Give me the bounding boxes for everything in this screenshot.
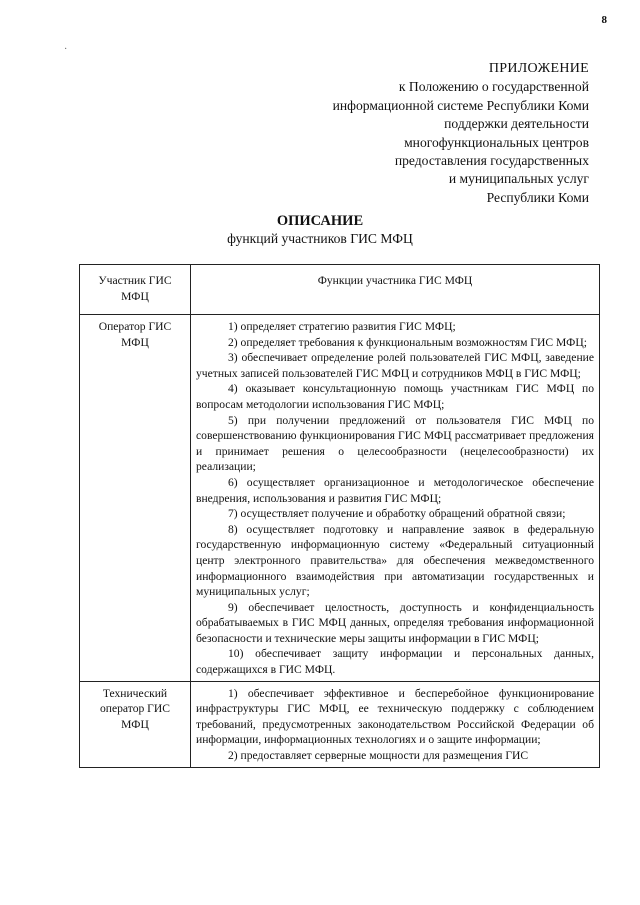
function-item: 2) предоставляет серверные мощности для размещения ГИС xyxy=(228,749,529,763)
table-row xyxy=(80,315,600,682)
functions-table xyxy=(79,264,600,768)
title-sub: функций участников ГИС МФЦ xyxy=(227,231,413,246)
appendix-line: Республики Коми xyxy=(486,189,589,205)
function-item: 6) осуществляет организационное и методологическое обеспечение внедрения, использования и развития ГИС МФЦ; xyxy=(196,475,594,505)
header-participant: Участник ГИС МФЦ xyxy=(80,265,191,315)
function-item: 9) обеспечивает целостность, доступность и конфиденциальность обрабатываемых в ГИС МФЦ данных, определяя требования информационной безопасности и технические меры защиты информации в ГИС МФЦ; xyxy=(196,600,594,645)
function-item: 5) при получении предложений от пользователя ГИС МФЦ по совершенствованию функционирования ГИС МФЦ рассматривает предложения и принимает решения о целесообразности (нецелесообразности) их реализации; xyxy=(196,413,594,474)
header-functions: Функции участника ГИС МФЦ xyxy=(191,265,600,315)
appendix-line: многофункциональных центров xyxy=(404,134,589,150)
appendix-line: предоставления государственных xyxy=(394,153,589,169)
appendix-line: к Положению о государственной xyxy=(398,79,589,95)
document-title xyxy=(0,212,640,248)
function-item: 2) определяет требования к функциональным возможностям ГИС МФЦ; xyxy=(228,335,587,349)
margin-mark: · xyxy=(64,44,68,55)
participant-cell: Оператор ГИС МФЦ xyxy=(80,315,191,682)
function-item: 10) обеспечивает защиту информации и персональных данных, содержащихся в ГИС МФЦ. xyxy=(196,647,594,677)
functions-cell xyxy=(191,681,600,767)
appendix-line: поддержки деятельности xyxy=(444,116,589,132)
function-item: 3) обеспечивает определение ролей пользователей ГИС МФЦ, заведение учетных записей пользователей ГИС МФЦ и сотрудников МФЦ в ГИС МФЦ; xyxy=(196,351,594,380)
page-number: 8 xyxy=(601,14,607,26)
table-row xyxy=(80,681,600,767)
function-item: 1) обеспечивает эффективное и бесперебойное функционирование инфраструктуры ГИС МФЦ, ее техническую поддержку с соблюдением требований, предусмотренных законодательством Российской Федерации об информации, информационных технологиях и о защите информации; xyxy=(196,686,594,747)
appendix-label: ПРИЛОЖЕНИЕ xyxy=(488,61,589,76)
functions-cell xyxy=(191,315,600,682)
title-main: ОПИСАНИЕ xyxy=(276,213,364,229)
table-header-row xyxy=(80,265,600,315)
function-item: 1) определяет стратегию развития ГИС МФЦ; xyxy=(228,320,456,333)
function-item: 4) оказывает консультационную помощь участникам ГИС МФЦ по вопросам методологии использования ГИС МФЦ; xyxy=(196,382,594,411)
appendix-heading xyxy=(259,60,589,207)
function-item: 7) осуществляет получение и обработку обращений обратной связи; xyxy=(228,507,566,521)
function-item: 8) осуществляет подготовку и направление заявок в федеральную государственную информационную систему «Федеральный ситуационный центр электронного правительства» для обеспечения межведомственного информационного взаимодействия при автоматизации государственных и муниципальных услуг; xyxy=(196,522,594,599)
appendix-line: и муниципальных услуг xyxy=(448,171,589,187)
appendix-line: информационной системе Республики Коми xyxy=(332,97,589,113)
participant-cell: Технический оператор ГИС МФЦ xyxy=(80,681,191,767)
